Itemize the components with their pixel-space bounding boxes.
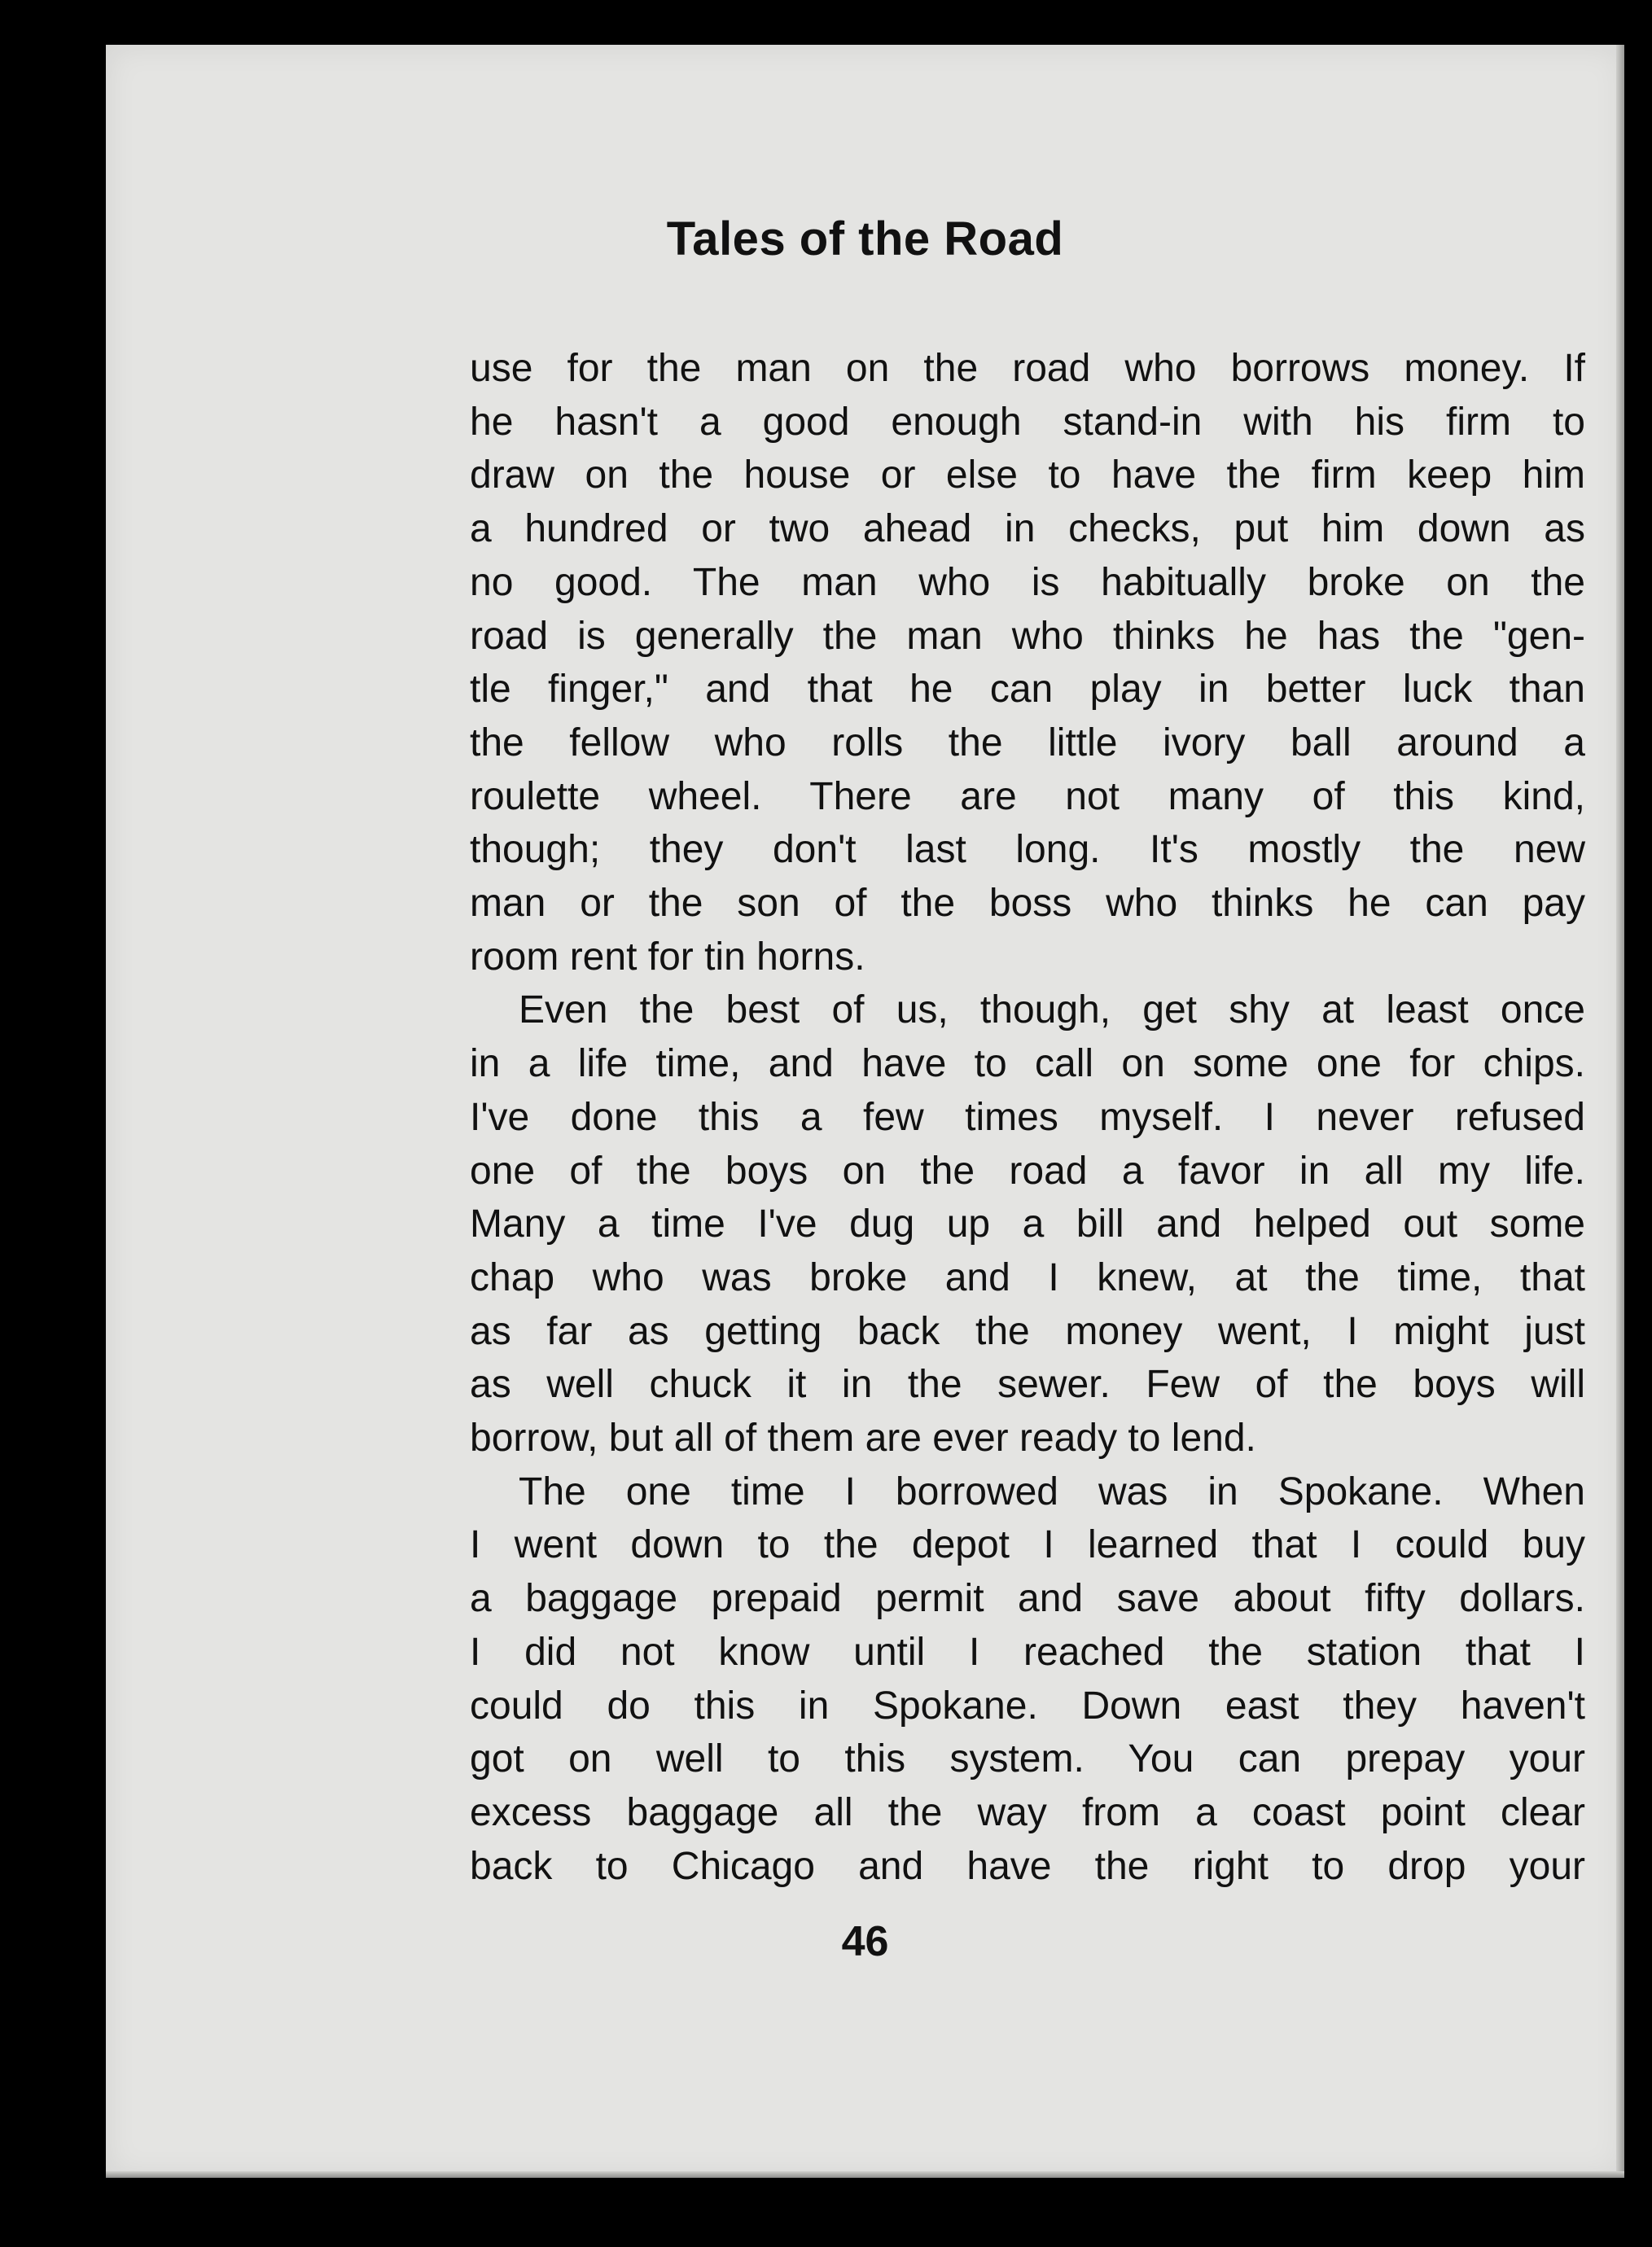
- text-line: Many a time I've dug up a bill and helped out some: [470, 1202, 1585, 1246]
- text-line: use for the man on the road who borrows money. If: [470, 347, 1585, 390]
- page-edge-bottom: [106, 2171, 1624, 2178]
- text-line: no good. The man who is habitually broke on the: [470, 560, 1585, 604]
- text-line: I've done this a few times myself. I never refused: [470, 1095, 1585, 1139]
- text-line: I went down to the depot I learned that I could buy: [470, 1523, 1585, 1567]
- text-line: in a life time, and have to call on some one for chips.: [470, 1042, 1585, 1086]
- page-edge-right: [1616, 45, 1624, 2178]
- text-line: Even the best of us, though, get shy at least once: [519, 988, 1585, 1032]
- text-line: a hundred or two ahead in checks, put him down as: [470, 507, 1585, 551]
- text-line: road is generally the man who thinks he has the "gen-: [470, 614, 1585, 658]
- text-line: got on well to this system. You can prepay your: [470, 1737, 1585, 1781]
- text-line: could do this in Spokane. Down east they haven't: [470, 1684, 1585, 1728]
- text-line: draw on the house or else to have the firm keep him: [470, 453, 1585, 497]
- text-line: I did not know until I reached the station that I: [470, 1630, 1585, 1674]
- paragraph: [470, 983, 1585, 1465]
- text-line: the fellow who rolls the little ivory ball around a: [470, 721, 1585, 764]
- text-line: man or the son of the boss who thinks he can pay: [470, 882, 1585, 926]
- text-line: he hasn't a good enough stand-in with his firm to: [470, 400, 1585, 444]
- page-number: 46: [841, 1918, 889, 1965]
- text-line: room rent for tin horns.: [470, 935, 865, 979]
- paragraph: [470, 342, 1585, 983]
- paragraph: [470, 1465, 1585, 1894]
- text-line: tle finger," and that he can play in better luck than: [470, 668, 1585, 712]
- text-line: chap who was broke and I knew, at the time, that: [470, 1255, 1585, 1299]
- text-line: though; they don't last long. It's mostly the new: [470, 828, 1585, 872]
- text-line: roulette wheel. There are not many of this kind,: [470, 774, 1585, 818]
- text-line: borrow, but all of them are ever ready to lend.: [470, 1417, 1256, 1461]
- text-line: one of the boys on the road a favor in all my life.: [470, 1149, 1585, 1193]
- text-line: The one time I borrowed was in Spokane. When: [519, 1470, 1585, 1513]
- book-page: [106, 45, 1624, 2178]
- text-line: excess baggage all the way from a coast point clear: [470, 1790, 1585, 1834]
- body-text: [470, 342, 1585, 1893]
- text-line: a baggage prepaid permit and save about fifty dollars.: [470, 1577, 1585, 1621]
- running-head: Tales of the Road: [666, 212, 1064, 265]
- text-line: as well chuck it in the sewer. Few of the boys will: [470, 1363, 1585, 1407]
- text-line: back to Chicago and have the right to drop your: [470, 1844, 1585, 1888]
- text-line: as far as getting back the money went, I might just: [470, 1309, 1585, 1353]
